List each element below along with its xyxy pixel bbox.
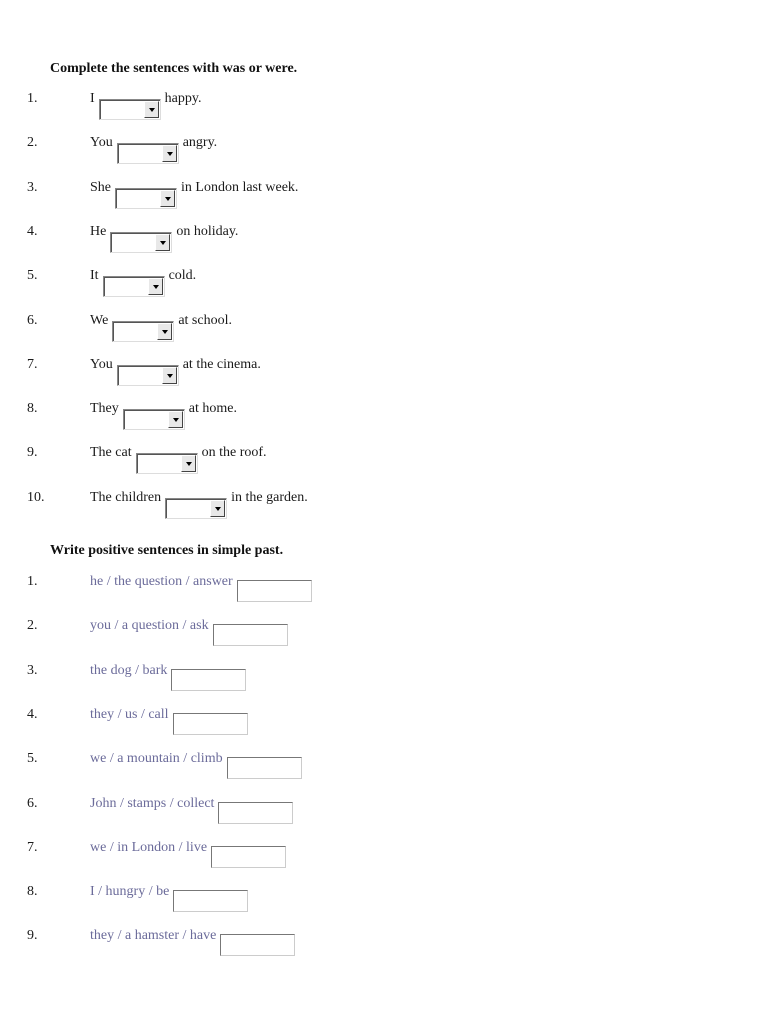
prompt-line — [90, 840, 286, 880]
was-were-dropdown[interactable] — [117, 365, 179, 386]
was-were-dropdown[interactable] — [112, 321, 174, 342]
word-prompt: the dog / bark — [90, 663, 168, 678]
item-number: 8. — [27, 884, 38, 899]
sentence-row — [0, 357, 768, 401]
item-number: 1. — [27, 574, 38, 589]
chevron-down-icon[interactable] — [160, 190, 175, 207]
prompt-row — [0, 574, 768, 618]
sentence-end: at school. — [178, 313, 232, 328]
word-prompt: we / a mountain / climb — [90, 751, 223, 766]
sentence-row — [0, 224, 768, 268]
item-number: 4. — [27, 707, 38, 722]
answer-input[interactable] — [213, 624, 288, 646]
was-were-dropdown[interactable] — [165, 498, 227, 519]
answer-input[interactable] — [171, 669, 246, 691]
chevron-down-icon[interactable] — [144, 101, 159, 118]
item-number: 3. — [27, 180, 38, 195]
sentence-row — [0, 490, 768, 534]
prompt-row — [0, 707, 768, 751]
item-number: 6. — [27, 313, 38, 328]
word-prompt: they / a hamster / have — [90, 928, 217, 943]
prompt-line — [90, 884, 248, 924]
chevron-down-icon[interactable] — [181, 455, 196, 472]
item-number: 2. — [27, 618, 38, 633]
answer-input[interactable] — [218, 802, 293, 824]
item-number: 3. — [27, 663, 38, 678]
item-number: 6. — [27, 796, 38, 811]
chevron-down-icon[interactable] — [157, 323, 172, 340]
was-were-dropdown[interactable] — [110, 232, 172, 253]
prompt-line — [90, 618, 288, 658]
was-were-dropdown[interactable] — [117, 143, 179, 164]
sentence-end: at home. — [188, 401, 237, 416]
item-number: 10. — [27, 490, 45, 505]
answer-input[interactable] — [173, 890, 248, 912]
chevron-down-icon[interactable] — [155, 234, 170, 251]
word-prompt: John / stamps / collect — [90, 796, 215, 811]
word-prompt: he / the question / answer — [90, 574, 233, 589]
sentence — [90, 490, 308, 530]
answer-input[interactable] — [227, 757, 302, 779]
answer-input[interactable] — [237, 580, 312, 602]
chevron-down-icon[interactable] — [168, 411, 183, 428]
sentence-end: at the cinema. — [182, 357, 261, 372]
chevron-down-icon[interactable] — [162, 367, 177, 384]
sentence — [90, 91, 201, 131]
sentence — [90, 135, 217, 175]
sentence-start: He — [90, 224, 107, 239]
item-number: 1. — [27, 91, 38, 106]
sentence-start: She — [90, 180, 111, 195]
sentence-end: happy. — [164, 91, 202, 106]
prompt-row — [0, 618, 768, 662]
item-number: 8. — [27, 401, 38, 416]
prompt-row — [0, 884, 768, 928]
prompt-line — [90, 707, 248, 747]
sentence-end: on the roof. — [201, 445, 267, 460]
item-number: 4. — [27, 224, 38, 239]
prompt-row — [0, 840, 768, 884]
sentence-row — [0, 445, 768, 489]
was-were-dropdown[interactable] — [103, 276, 165, 297]
sentence — [90, 224, 238, 264]
sentence-start: The children — [90, 490, 162, 505]
word-prompt: we / in London / live — [90, 840, 208, 855]
sentence — [90, 357, 261, 397]
chevron-down-icon[interactable] — [210, 500, 225, 517]
sentence-end: angry. — [182, 135, 218, 150]
was-were-dropdown[interactable] — [136, 453, 198, 474]
answer-input[interactable] — [173, 713, 248, 735]
sentence-row — [0, 313, 768, 357]
sentence-row — [0, 180, 768, 224]
section1-heading: Complete the sentences with was or were. — [50, 61, 298, 76]
item-number: 5. — [27, 268, 38, 283]
was-were-dropdown[interactable] — [123, 409, 185, 430]
word-prompt: they / us / call — [90, 707, 169, 722]
sentence-row — [0, 401, 768, 445]
item-number: 2. — [27, 135, 38, 150]
word-prompt: you / a question / ask — [90, 618, 209, 633]
sentence-end: in the garden. — [231, 490, 308, 505]
item-number: 7. — [27, 357, 38, 372]
sentence-row — [0, 91, 768, 135]
sentence — [90, 268, 196, 308]
was-were-dropdown[interactable] — [115, 188, 177, 209]
sentence-row — [0, 268, 768, 312]
item-number: 9. — [27, 445, 38, 460]
word-prompt: I / hungry / be — [90, 884, 170, 899]
sentence-start: We — [90, 313, 109, 328]
sentence — [90, 313, 232, 353]
prompt-line — [90, 796, 293, 836]
prompt-row — [0, 751, 768, 795]
sentence — [90, 180, 298, 220]
item-number: 7. — [27, 840, 38, 855]
sentence-start: They — [90, 401, 119, 416]
answer-input[interactable] — [211, 846, 286, 868]
sentence-end: cold. — [168, 268, 197, 283]
prompt-row — [0, 663, 768, 707]
prompt-line — [90, 928, 295, 968]
sentence-start: The cat — [90, 445, 132, 460]
sentence-row — [0, 135, 768, 179]
prompt-line — [90, 574, 312, 614]
sentence-start: I — [90, 91, 95, 106]
was-were-dropdown[interactable] — [99, 99, 161, 120]
section2-heading: Write positive sentences in simple past. — [50, 543, 284, 558]
sentence-start: You — [90, 135, 113, 150]
item-number: 9. — [27, 928, 38, 943]
answer-input[interactable] — [220, 934, 295, 956]
sentence-end: on holiday. — [176, 224, 239, 239]
prompt-row — [0, 928, 768, 972]
chevron-down-icon[interactable] — [148, 278, 163, 295]
chevron-down-icon[interactable] — [162, 145, 177, 162]
item-number: 5. — [27, 751, 38, 766]
prompt-row — [0, 796, 768, 840]
sentence — [90, 445, 267, 485]
sentence-start: It — [90, 268, 99, 283]
sentence-start: You — [90, 357, 113, 372]
sentence-end: in London last week. — [181, 180, 299, 195]
prompt-line — [90, 751, 302, 791]
prompt-line — [90, 663, 246, 703]
sentence — [90, 401, 237, 441]
